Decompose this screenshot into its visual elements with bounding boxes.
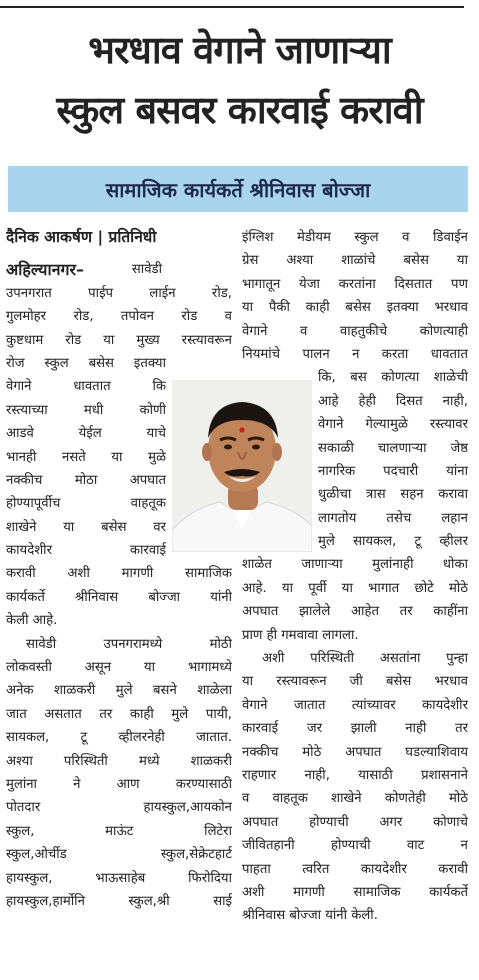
text-line: शाळेत जाणाऱ्या मुलांनाही धोका: [242, 557, 468, 573]
text-line: जात असतात तर काही मुले पायी,: [6, 706, 232, 722]
text-line: आहे. या पूर्वी या भागात छोटे मोठे: [242, 580, 468, 596]
text-line: वेगाने व वाहतुकीचे कोणत्याही: [242, 323, 468, 339]
text-line: धुळीचा त्रास सहन करावा: [318, 487, 468, 503]
text-line: करावी अशी मागणी सामाजिक: [6, 566, 232, 582]
right-top-block: [242, 226, 468, 366]
top-rule: [0, 6, 464, 8]
text-line: अश्या परिस्थिती मध्ये शाळकरी: [6, 753, 232, 769]
text-line: प्राण ही गमवावा लागला.: [242, 627, 359, 643]
text-line: स्कुल,ओर्चीड स्कुल,सेक्रेटहार्ट: [6, 847, 232, 863]
lead-line: [6, 258, 232, 281]
article-right-column: [242, 226, 468, 928]
text-line: नक्कीच मोठे अपघात घडल्याशिवाय: [242, 744, 468, 760]
text-line: इंग्लिश मेडीयम स्कुल व डिवाईन: [242, 230, 468, 245]
right-wrap-block: [318, 366, 468, 553]
text-line: वेगाने जातात त्यांच्यावर कायदेशीर: [242, 697, 468, 713]
text-line: या रस्त्यावरून जी बसेस भरधाव: [242, 674, 468, 690]
text-line: गुलमोहर रोड, तपोवन रोड व: [6, 309, 232, 325]
text-line: अनेक शाळकरी मुले बसने शाळेला: [6, 683, 232, 699]
text-line: लागतोय तसेच लहान: [318, 510, 468, 526]
text-line: केली आहे.: [6, 613, 58, 629]
text-line: होण्यापूर्वीच वाहतूक: [6, 496, 166, 512]
headline-line-2: स्कुल बसवर कारवाई करावी: [56, 88, 423, 132]
headline-line-1: भरधाव वेगाने जाणाऱ्या: [88, 28, 391, 72]
lead-rest: सावेडी: [131, 262, 162, 278]
text-line: व वाहतूक शाखेने कोणतेही मोठे: [242, 791, 468, 807]
text-line: सकाळी चालणाऱ्या जेष्ठ: [318, 440, 468, 456]
text-line: सायकल, टू व्हीलरनेही जातात.: [6, 730, 232, 746]
text-line: आडवे येईल याचे: [6, 426, 166, 442]
text-line: जीवितहानी होण्याची वाट न: [242, 838, 468, 854]
text-line: अशी परिस्थिती असतांना पुन्हा: [262, 651, 468, 667]
subheadline-banner: [8, 166, 468, 212]
text-line: कायदेशीर कारवाई: [6, 543, 166, 559]
text-line: नागरिक पदचारी यांना: [318, 463, 468, 479]
right-bottom-block: [242, 553, 468, 647]
text-line: ग्रेस अश्या शाळांचे बसेस या: [242, 253, 468, 269]
right-paragraph: [242, 647, 468, 928]
text-line: रस्त्याच्या मधी कोणी: [6, 402, 166, 418]
text-line: हायस्कुल,हार्मोनि स्कुल,श्री साई: [6, 893, 232, 909]
text-line: अशी मागणी सामाजिक कार्यकर्ते: [242, 884, 468, 900]
article-left-column: [6, 226, 232, 913]
text-line: कुष्टधाम रोड या मुख्य रस्त्यावरून: [6, 332, 232, 348]
text-line: कारवाई जर झाली नाही तर: [242, 721, 468, 737]
text-line: भानही नसते या मुळे: [6, 449, 166, 465]
text-line: अपघात झालेले आहेत तर काहींना: [242, 604, 468, 620]
paragraph-2: [6, 633, 232, 914]
text-line: हायस्कुल, भाऊसाहेब फिरोदिया: [6, 870, 232, 886]
dateline: अहिल्यानगर–: [6, 260, 85, 280]
text-line: नक्कीच मोठा अपघात: [6, 472, 166, 488]
text-line: सावेडी उपनगरामध्ये मोठी: [26, 636, 232, 652]
text-line: राहणार नाही, यासाठी प्रशासनाने: [242, 767, 468, 783]
byline: दैनिक आकर्षण | प्रतिनिधी: [6, 228, 157, 246]
text-line: या पैकी काही बसेस इतक्या भरधाव: [242, 300, 468, 316]
headline: [0, 20, 479, 140]
text-line: मुलांना ने आण करण्यासाठी: [6, 776, 232, 792]
text-line: पाहता त्वरित कायदेशीर करावी: [242, 861, 468, 877]
text-line: उपनगरात पाईप लाईन रोड,: [6, 285, 232, 301]
text-line: शाखेने या बसेस वर: [6, 519, 166, 535]
text-line: भागातून येजा करतांना दिसतात पण: [242, 276, 468, 292]
text-line: मुले सायकल, टू व्हीलर: [318, 534, 468, 550]
text-line: श्रीनिवास बोज्जा यांनी केली.: [242, 908, 378, 924]
text-line: कार्यकर्ते श्रीनिवास बोज्जा यांनी: [6, 589, 232, 605]
text-line: कि, बस कोणत्या शाळेची: [318, 370, 468, 386]
text-line: नियमांचे पालन न करता धावतात: [242, 346, 468, 362]
text-line: आहे हेही दिसत नाही,: [318, 393, 468, 409]
text-line: स्कुल, माऊंट लिटेरा: [6, 823, 232, 839]
text-line: अपघात होण्याची अगर कोणाचे: [242, 814, 468, 830]
text-line: वेगाने गेल्यामुळे रस्त्यावर: [318, 417, 468, 433]
text-line: पोतदार हायस्कुल,आयकोन: [6, 800, 232, 816]
text-line: रोज स्कुल बसेस इतक्या: [6, 355, 166, 371]
text-line: वेगाने धावतात कि: [6, 379, 166, 395]
subheadline-text: सामाजिक कार्यकर्ते श्रीनिवास बोज्जा: [105, 177, 371, 202]
text-line: लोकवस्ती असून या भागामध्ये: [6, 660, 232, 676]
